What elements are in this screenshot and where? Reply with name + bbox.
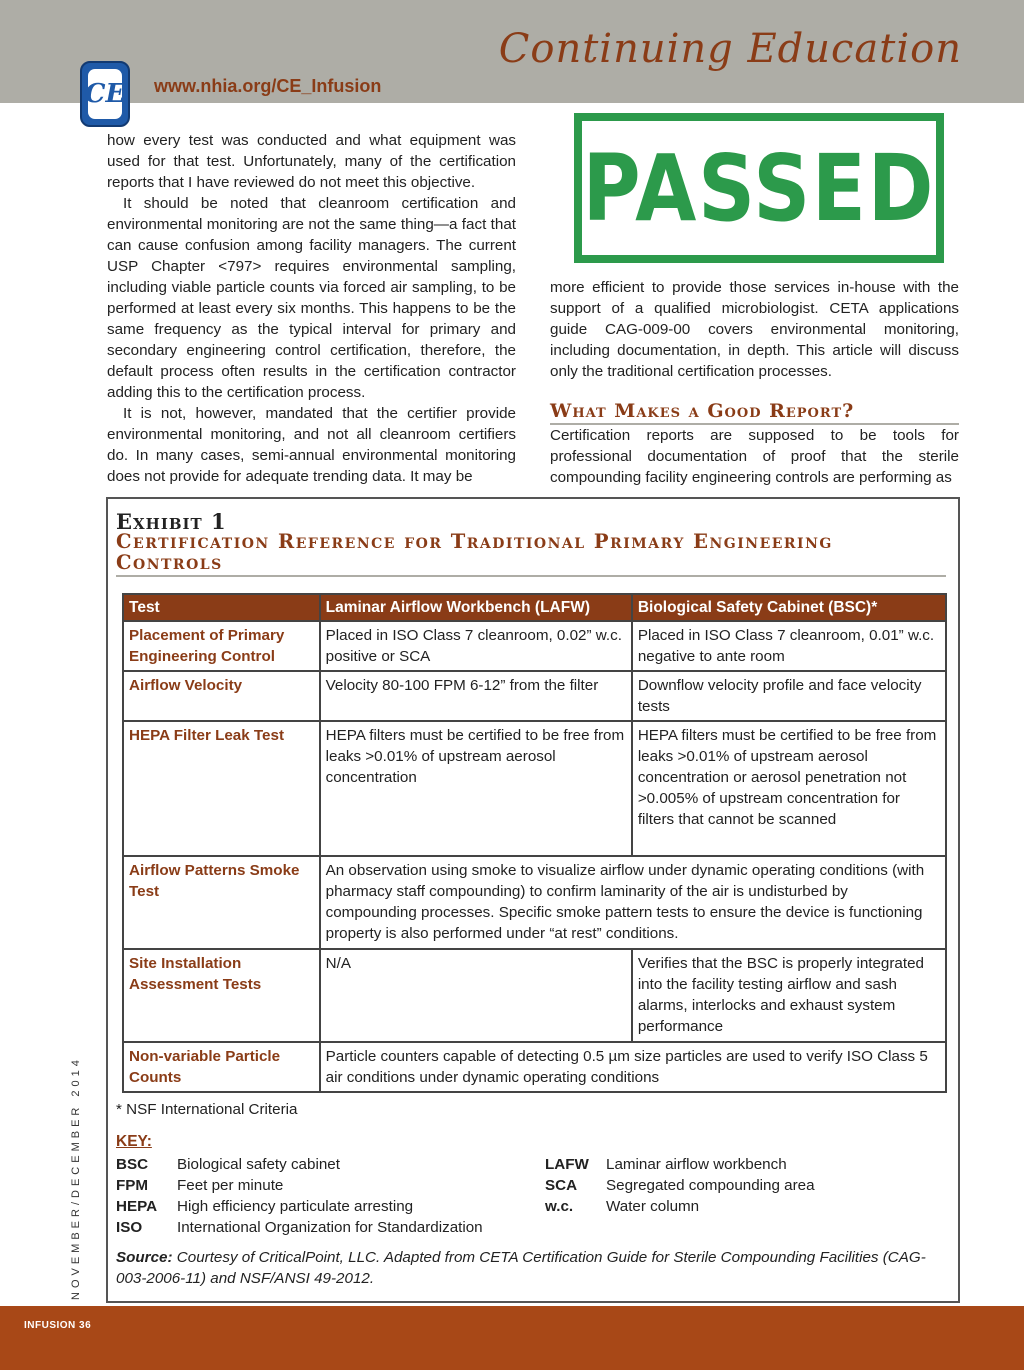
table-cell: Velocity 80-100 FPM 6-12” from the filter xyxy=(320,671,632,721)
passed-stamp xyxy=(574,113,944,263)
key-def: Laminar airflow workbench xyxy=(606,1156,787,1173)
source-note xyxy=(116,1247,952,1289)
key-def: Water column xyxy=(606,1198,700,1215)
key-item xyxy=(116,1154,483,1175)
issue-date: NOVEMBER/DECEMBER 2014 xyxy=(70,1056,82,1300)
key-title: KEY: xyxy=(116,1133,152,1150)
table-cell: Downflow velocity profile and face velocity tests xyxy=(632,671,946,721)
key-def: International Organization for Standardization xyxy=(177,1219,483,1236)
table-row xyxy=(123,949,946,1042)
table-cell: N/A xyxy=(320,949,632,1042)
certification-table xyxy=(122,593,947,1093)
key-abbr: BSC xyxy=(116,1156,149,1173)
column-header: Biological Safety Cabinet (BSC)* xyxy=(632,594,946,621)
page-folio: INFUSION 36 xyxy=(24,1320,92,1331)
ce-logo-mark: CE xyxy=(88,69,122,119)
key-abbr: FPM xyxy=(116,1177,149,1194)
table-row xyxy=(123,1042,946,1092)
paragraph: more efficient to provide those services in-house with the support of a qualified microbiologist. CETA applications guide CAG-009-00 covers environmental monitoring, including documentation, in depth. This article will discuss only the traditional certification processes. xyxy=(550,279,959,380)
row-header: Site Installation Assessment Tests xyxy=(123,949,320,1042)
row-header: Airflow Velocity xyxy=(123,671,320,721)
key-item xyxy=(545,1154,815,1175)
table-row xyxy=(123,621,946,671)
table-header-row xyxy=(123,594,946,621)
row-header: Airflow Patterns Smoke Test xyxy=(123,856,320,949)
key-list-right xyxy=(545,1154,815,1217)
key-list-left xyxy=(116,1154,483,1238)
source-label: Source: xyxy=(116,1249,173,1266)
key-item xyxy=(116,1175,483,1196)
key-abbr: ISO xyxy=(116,1219,143,1236)
section-heading: What Makes a Good Report? xyxy=(550,400,959,425)
key-def: Segregated compounding area xyxy=(606,1177,815,1194)
passed-stamp-text: PASSED xyxy=(582,134,936,242)
column-header: Laminar Airflow Workbench (LAFW) xyxy=(320,594,632,621)
table-cell: Verifies that the BSC is properly integrated into the facility testing airflow and sash alarms, interlocks and exhaust system performance xyxy=(632,949,946,1042)
table-cell: Placed in ISO Class 7 cleanroom, 0.01” w.c. negative to ante room xyxy=(632,621,946,671)
table-cell: Placed in ISO Class 7 cleanroom, 0.02” w.c. positive or SCA xyxy=(320,621,632,671)
left-column xyxy=(107,130,516,487)
paragraph: It should be noted that cleanroom certification and environmental monitoring are not the same thing—a fact that can cause confusion among facility managers. The current USP Chapter <797> requires environmental sampling, including viable particle counts via forced air sampling, to be performed at least every six months. This happens to be the same frequency as the typical interval for primary and secondary engineering control certification, therefore, the default process often results in the certification contractor adding this to the certification process. xyxy=(107,195,516,401)
table-row xyxy=(123,671,946,721)
right-column-bottom xyxy=(550,425,959,488)
key-abbr: w.c. xyxy=(545,1198,574,1215)
exhibit-box xyxy=(106,497,960,1303)
column-header: Test xyxy=(123,594,320,621)
key-abbr: SCA xyxy=(545,1177,578,1194)
table-cell: HEPA filters must be certified to be free from leaks >0.01% of upstream aerosol concentration or aerosol penetration not >0.005% of upstream concentration for filters that cannot be scanned xyxy=(632,721,946,856)
table-cell: HEPA filters must be certified to be free from leaks >0.01% of upstream aerosol concentration xyxy=(320,721,632,856)
right-column-top xyxy=(550,277,959,382)
table-cell-merged: An observation using smoke to visualize airflow under dynamic operating conditions (with pharmacy staff compounding) to confirm laminarity of the air is undisturbed by compounding processes. Specific smoke pattern tests to ensure the device is functioning property is also performed under “at rest” conditions. xyxy=(320,856,946,949)
paragraph: It is not, however, mandated that the certifier provide environmental monitoring, and not all cleanroom certifiers do. In many cases, semi-annual environmental monitoring does not provide for adequate trending data. It may be xyxy=(107,405,516,485)
paragraph: Certification reports are supposed to be tools for professional documentation of proof that the sterile compounding facility engineering controls are performing as xyxy=(550,427,959,486)
key-def: High efficiency particulate arresting xyxy=(177,1198,414,1215)
key-item xyxy=(545,1196,815,1217)
paragraph: how every test was conducted and what equipment was used for that test. Unfortunately, many of the certification reports that I have reviewed do not meet this objective. xyxy=(107,132,516,191)
row-header: Non-variable Particle Counts xyxy=(123,1042,320,1092)
table-row xyxy=(123,721,946,856)
exhibit-title: Certification Reference for Traditional Primary Engineering Controls xyxy=(116,531,946,577)
key-abbr: HEPA xyxy=(116,1198,158,1215)
footer-band xyxy=(0,1306,1024,1370)
key-def: Feet per minute xyxy=(177,1177,284,1194)
section-title: Continuing Education xyxy=(498,26,962,72)
exhibit-label: Exhibit 1 xyxy=(116,509,227,534)
key-item xyxy=(116,1196,483,1217)
key-def: Biological safety cabinet xyxy=(177,1156,340,1173)
key-item xyxy=(545,1175,815,1196)
key-item xyxy=(116,1217,483,1238)
table-cell-merged: Particle counters capable of detecting 0.5 µm size particles are used to verify ISO Class 5 air conditions under dynamic operating conditions xyxy=(320,1042,946,1092)
source-text: Courtesy of CriticalPoint, LLC. Adapted from CETA Certification Guide for Sterile Compounding Facilities (CAG-003-2006-11) and NSF/ANSI 49-2012. xyxy=(116,1249,926,1287)
row-header: Placement of Primary Engineering Control xyxy=(123,621,320,671)
row-header: HEPA Filter Leak Test xyxy=(123,721,320,856)
table-row xyxy=(123,856,946,949)
ce-logo-icon xyxy=(80,61,130,127)
header-url-link[interactable]: www.nhia.org/CE_Infusion xyxy=(154,76,382,96)
key-abbr: LAFW xyxy=(545,1156,589,1173)
table-footnote: * NSF International Criteria xyxy=(116,1101,298,1118)
